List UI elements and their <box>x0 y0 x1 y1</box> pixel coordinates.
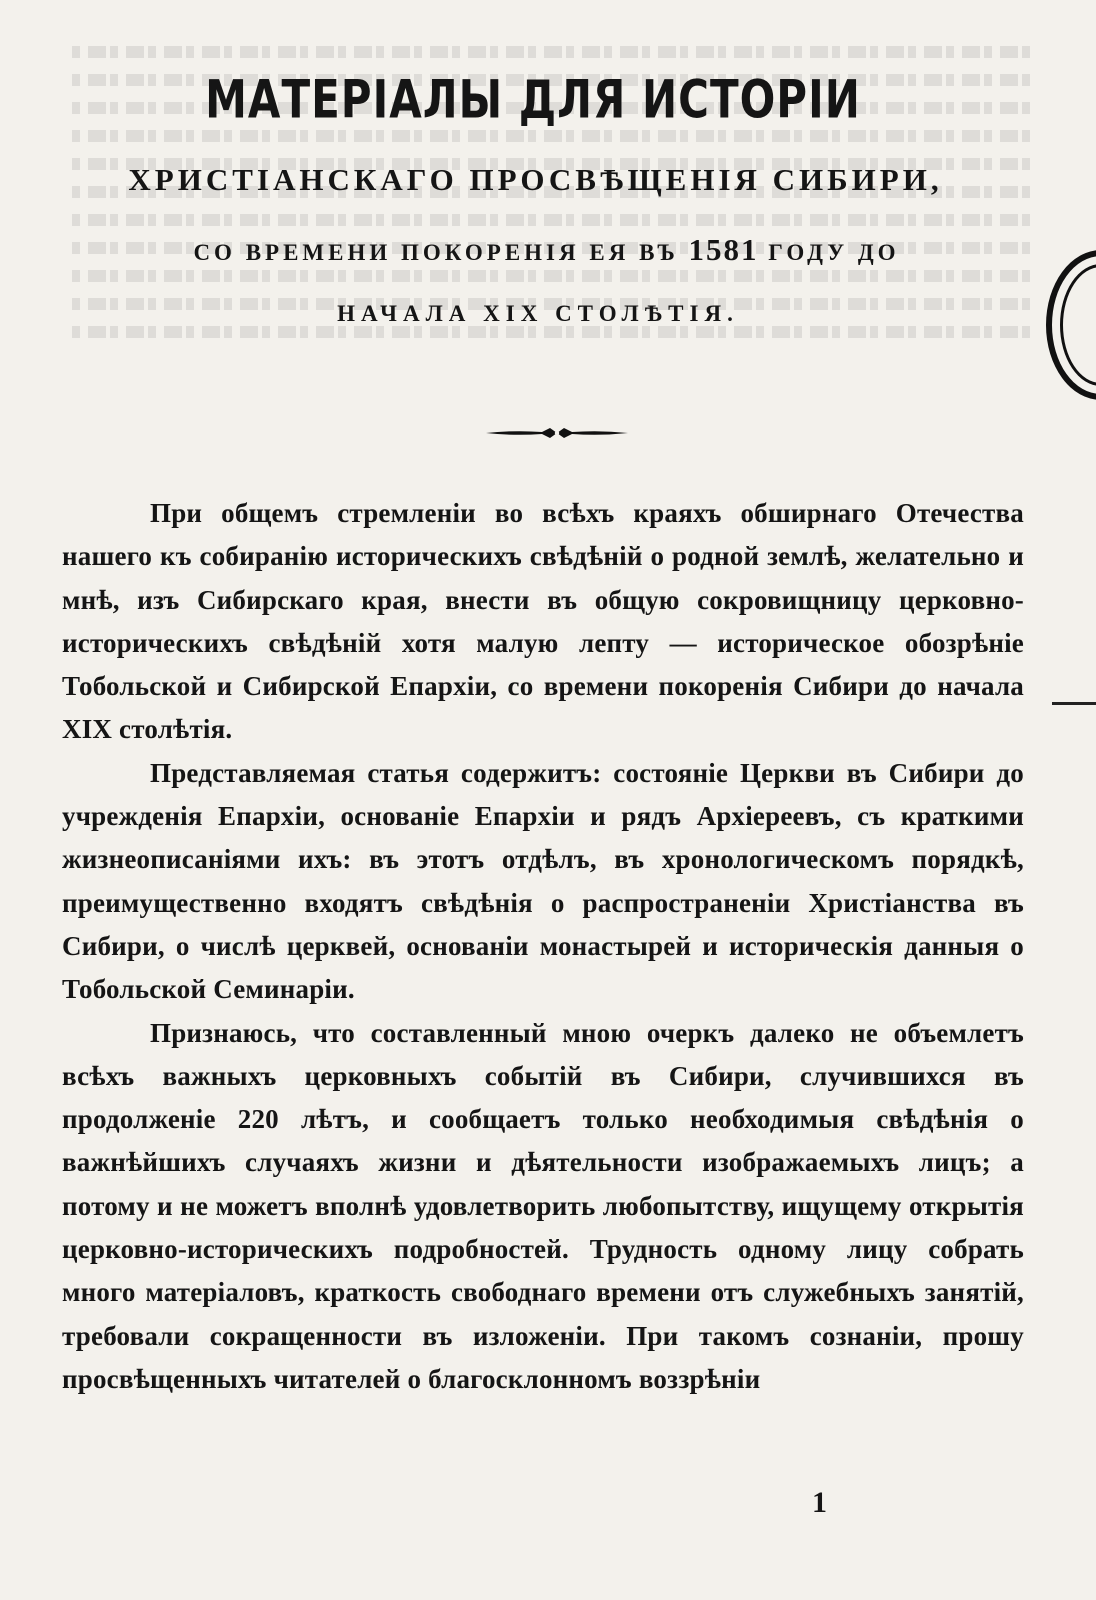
ornament-divider <box>484 426 630 440</box>
subtitle-period-tail: ГОДУ ДО <box>768 240 900 265</box>
paragraph: При общемъ стремленіи во всѣхъ краяхъ обширнаго Отечества нашего къ собиранію историческихъ свѣдѣній о родной землѣ, желательно и мнѣ, изъ Сибирскаго края, внести въ общую сокровищницу церковно-историческихъ свѣдѣній хотя малую лепту — историческое обозрѣніе Тобольской и Сибирской Епархіи, со времени покоренія Сибири до начала XIX столѣтія. <box>62 498 1024 745</box>
page-subtitle: ХРИСТІАНСКАГО ПРОСВѢЩЕНІЯ СИБИРИ, <box>128 162 943 197</box>
subtitle-year: 1581 <box>688 232 759 267</box>
subtitle-period <box>0 234 1096 269</box>
page-title: МАТЕРІАЛЫ ДЛЯ ИСТОРІИ <box>205 68 861 130</box>
subtitle-century: НАЧАЛА XIX СТОЛѢТІЯ. <box>337 301 739 326</box>
body-text <box>62 492 1024 1401</box>
paragraph: Представляемая статья содержитъ: состояніе Церкви въ Сибири до учрежденія Епархіи, основаніе Епархіи и рядъ Архіереевъ, съ краткими жизнеописаніями ихъ: въ этотъ отдѣлъ, въ хронологическомъ порядкѣ, преимущественно входятъ свѣдѣнія о распространеніи Христіанства въ Сибири, о числѣ церквей, основаніи монастырей и историческія данныя о Тобольской Семинаріи. <box>62 757 1024 1005</box>
page-number: 1 <box>812 1486 827 1519</box>
subtitle-period-text: СО ВРЕМЕНИ ПОКОРЕНІЯ ЕЯ ВЪ <box>193 240 679 265</box>
margin-mark <box>1052 702 1096 705</box>
page-header <box>0 68 1096 329</box>
paragraph: Признаюсь, что составленный мною очеркъ далеко не объемлетъ всѣхъ важныхъ церковныхъ событій въ Сибири, случившихся въ продолженіе 220 лѣтъ, и сообщаетъ только необходимыя свѣдѣнія о важнѣйшихъ случаяхъ жизни и дѣятельности изображаемыхъ лицъ; а потому и не можетъ вполнѣ удовлетворить любопытству, ищущему открытія церковно-историческихъ подробностей. Трудность одному лицу собрать много матеріаловъ, краткость свободнаго времени отъ служебныхъ занятій, требовали сокращенности въ изложеніи. При такомъ сознаніи, прошу просвѣщенныхъ читателей о благосклонномъ воззрѣніи <box>62 1017 1024 1394</box>
